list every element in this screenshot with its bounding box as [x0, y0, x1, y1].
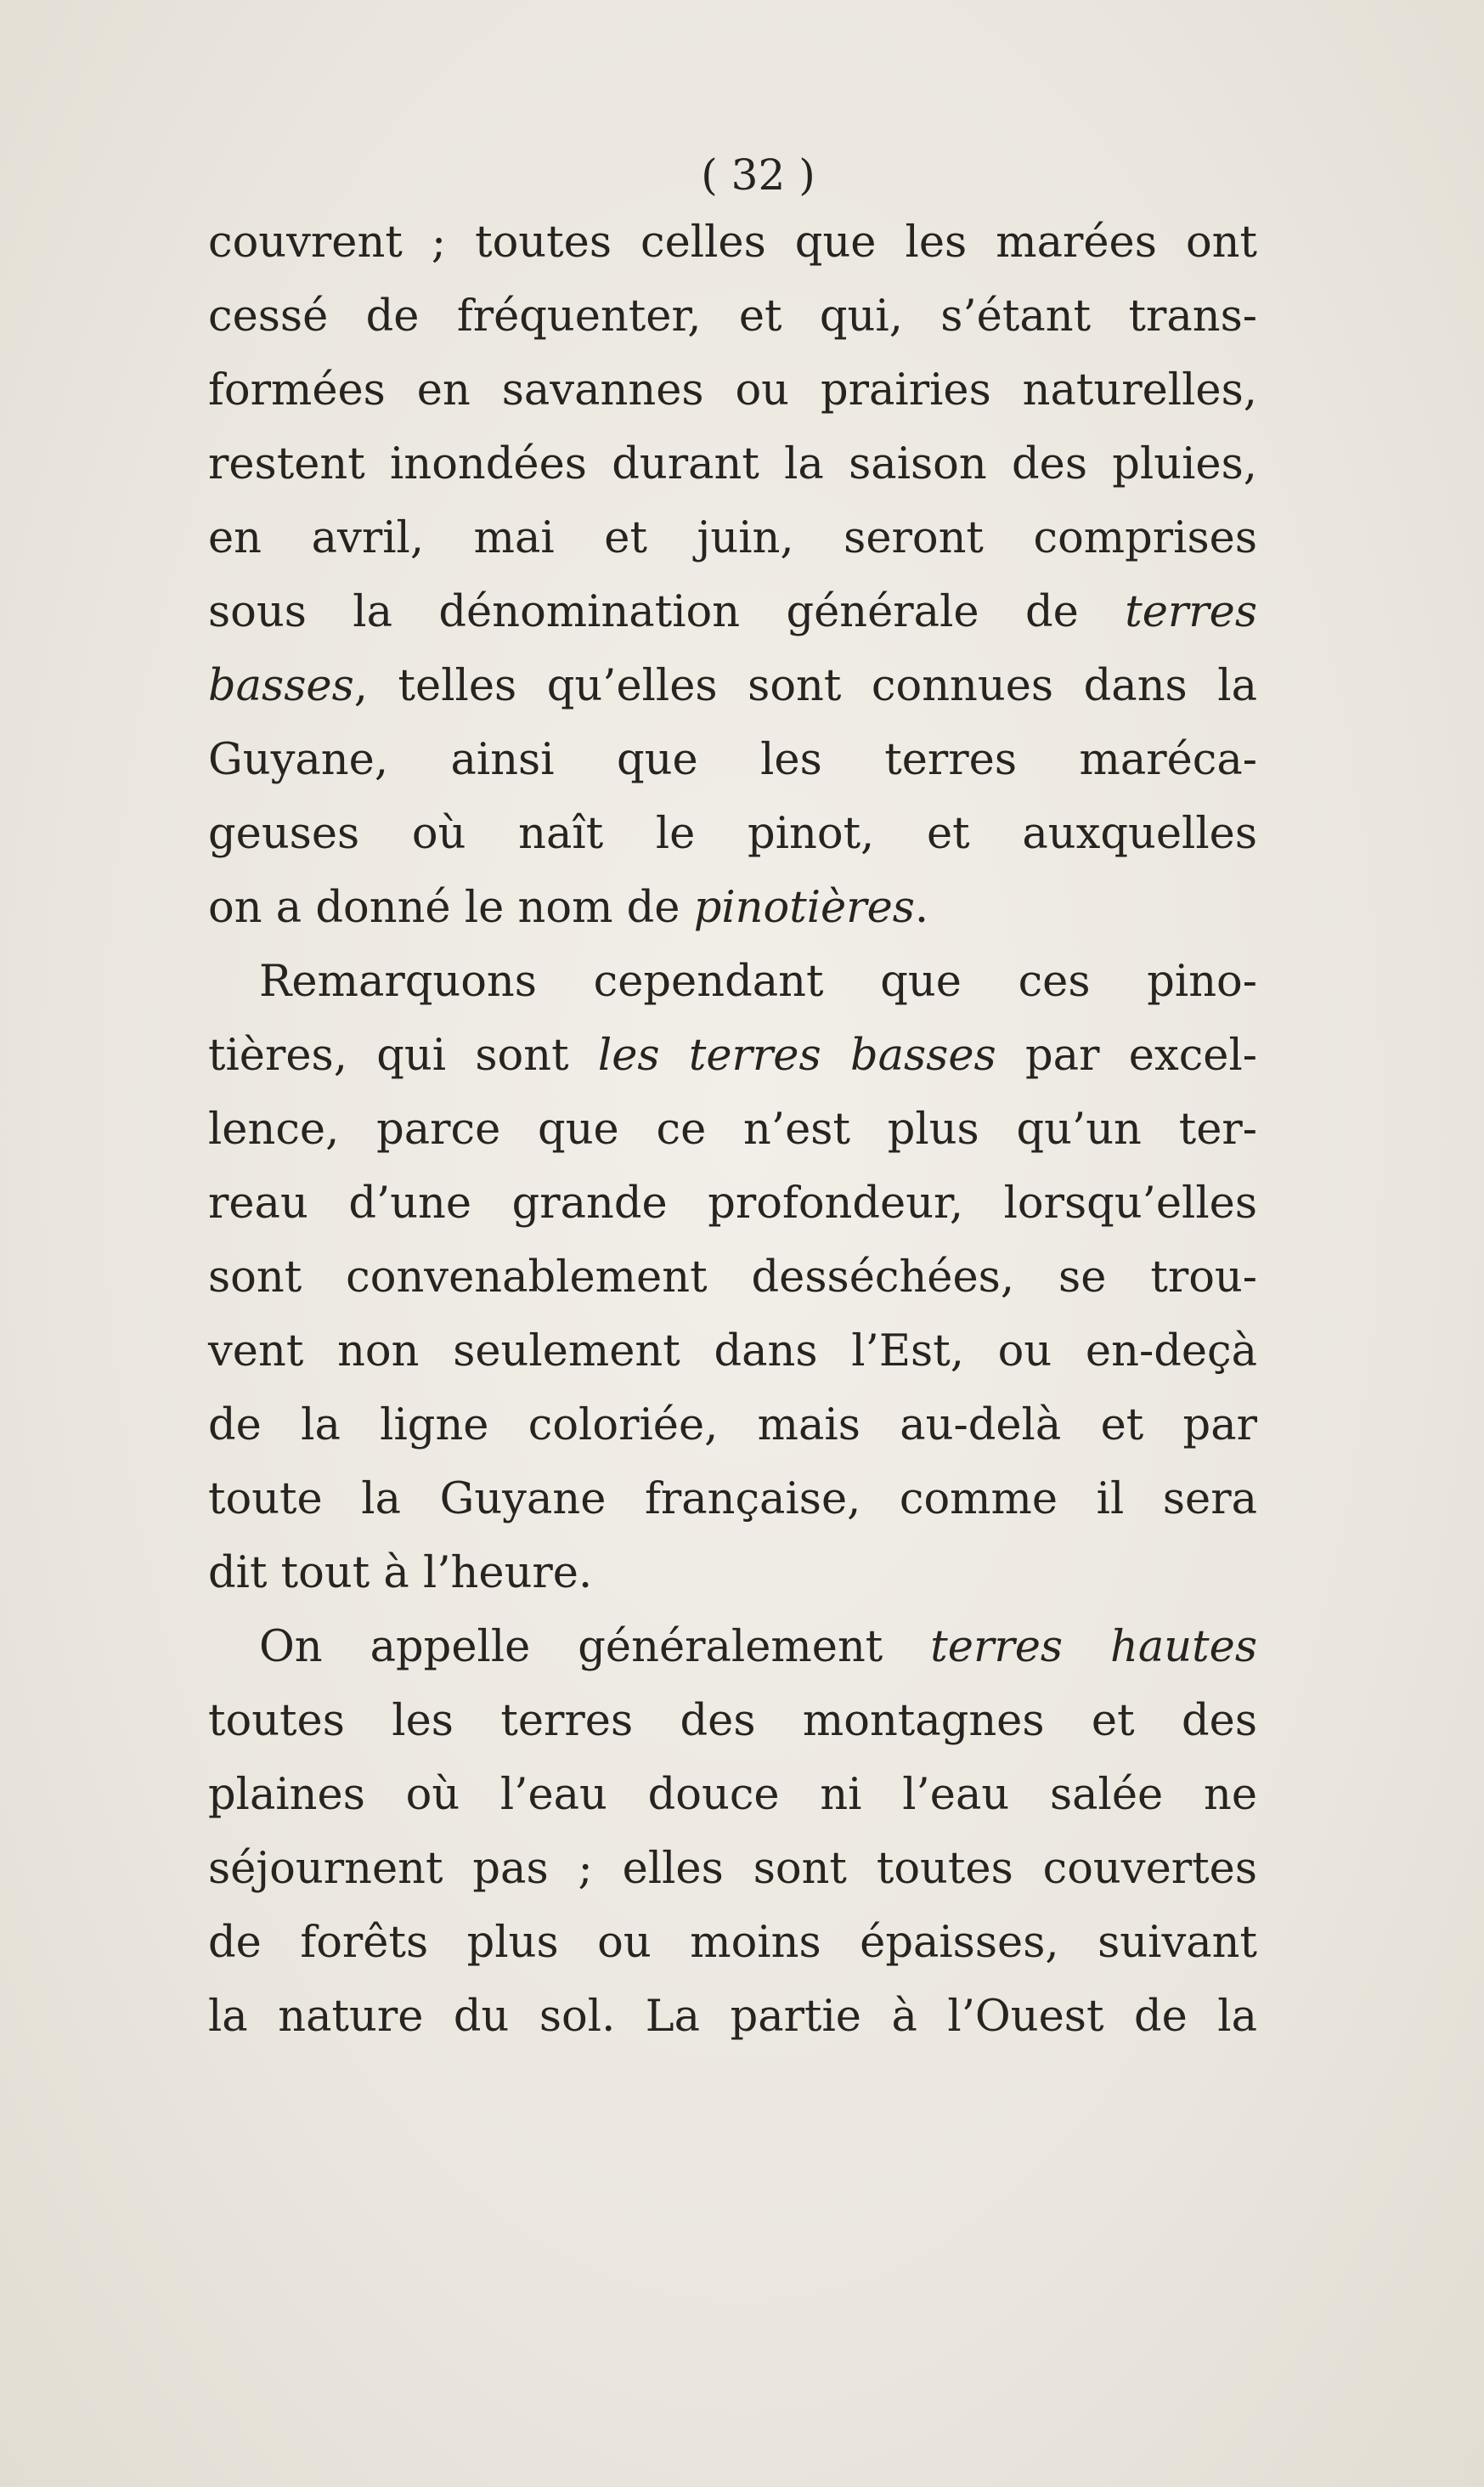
- text-line: la nature du sol. La partie à l’Ouest de la: [208, 1992, 1257, 2042]
- text-line: dit tout à l’heure.: [208, 1548, 593, 1598]
- text-run: par excel-: [996, 1031, 1257, 1081]
- text-line: plaines où l’eau douce ni l’eau salée ne: [208, 1770, 1257, 1820]
- paragraph-1: [208, 206, 1257, 945]
- text-run: on a donné le nom de: [208, 883, 694, 933]
- text-line: geuses où naît le pinot, et auxquelles: [208, 809, 1257, 859]
- text-line: couvrent ; toutes celles que les marées ont: [208, 218, 1257, 268]
- text-line: formées en savannes ou prairies naturelles,: [208, 365, 1257, 415]
- text-line: [208, 649, 1257, 723]
- text-line: de forêts plus ou moins épaisses, suivant: [208, 1918, 1257, 1968]
- text-line: Guyane, ainsi que les terres maréca-: [208, 735, 1257, 785]
- text-line: lence, parce que ce n’est plus qu’un ter-: [208, 1105, 1257, 1155]
- text-line: restent inondées durant la saison des pluies,: [208, 439, 1257, 489]
- text-line: vent non seulement dans l’Est, ou en-deçà: [208, 1326, 1257, 1376]
- text-line: en avril, mai et juin, seront comprises: [208, 513, 1257, 563]
- text-line: [208, 1019, 1257, 1093]
- text-run: tières, qui sont: [208, 1031, 598, 1081]
- text-run: On appelle généralement: [259, 1622, 931, 1672]
- text-run: sous la dénomination générale de: [208, 587, 1126, 637]
- text-line: Remarquons cependant que ces pino-: [259, 957, 1257, 1007]
- text-block: [208, 144, 1257, 2054]
- paragraph-3: [208, 1610, 1257, 2054]
- italic-text: pinotières: [693, 883, 915, 933]
- text-line: toutes les terres des montagnes et des: [208, 1696, 1257, 1746]
- text-line: [208, 1610, 1257, 1684]
- text-line: [208, 871, 1257, 945]
- page-number: ( 32 ): [701, 150, 815, 200]
- text-run: , telles qu’elles sont connues dans la: [353, 661, 1257, 711]
- text-line: toute la Guyane française, comme il sera: [208, 1474, 1257, 1524]
- text-run: .: [914, 883, 929, 933]
- text-line: sont convenablement desséchées, se trou-: [208, 1252, 1257, 1303]
- text-line: cessé de fréquenter, et qui, s’étant trans-: [208, 291, 1257, 342]
- text-line: de la ligne coloriée, mais au-delà et par: [208, 1400, 1257, 1450]
- text-line: reau d’une grande profondeur, lorsqu’elles: [208, 1178, 1257, 1229]
- italic-text: basses: [208, 661, 354, 711]
- text-line: [208, 575, 1257, 649]
- paragraph-2: [208, 945, 1257, 1610]
- italic-text: terres: [1125, 587, 1257, 637]
- italic-text: les terres basses: [597, 1031, 996, 1081]
- italic-text: terres hautes: [930, 1622, 1257, 1672]
- text-line: séjournent pas ; elles sont toutes couvertes: [208, 1844, 1257, 1894]
